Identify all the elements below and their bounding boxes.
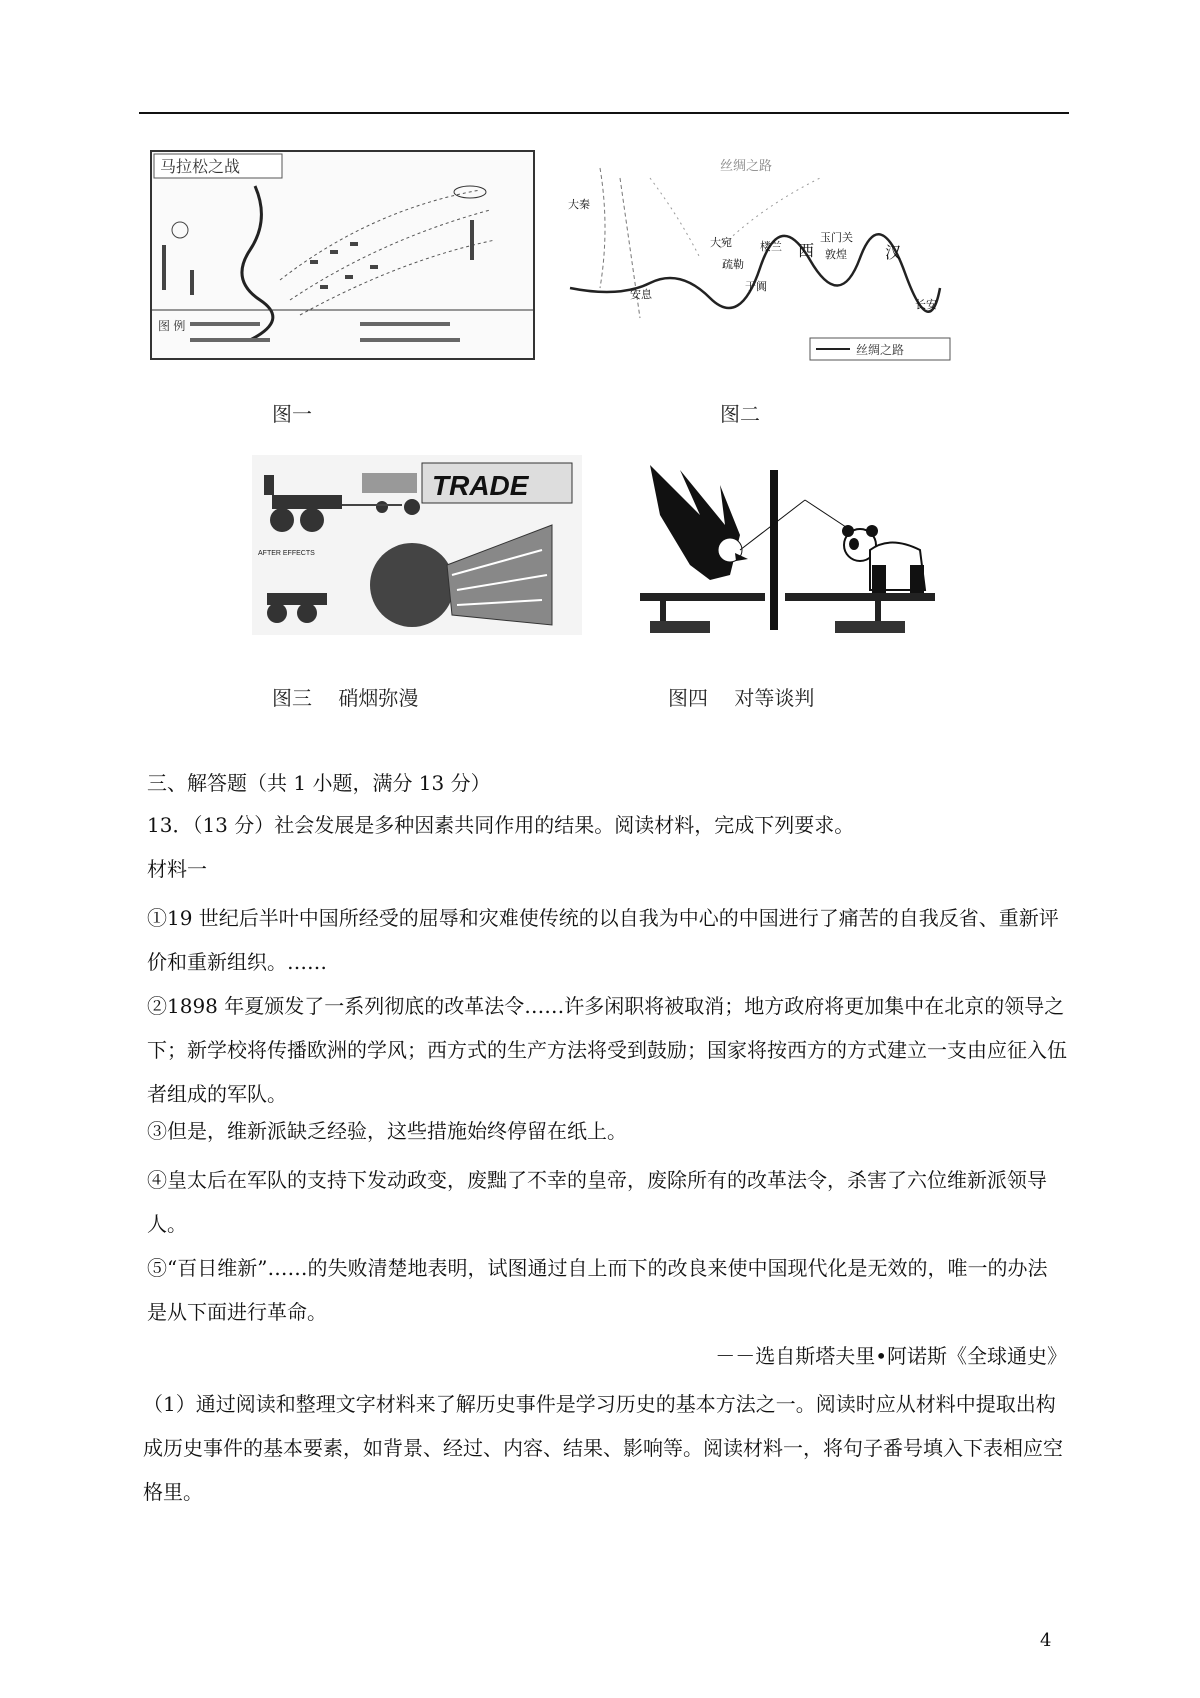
header-rule [139, 112, 1069, 114]
figure-4-cartoon [630, 455, 950, 640]
material-item-1: ①19 世纪后半叶中国所经受的屈辱和灾难使传统的以自我为中心的中国进行了痛苦的自我反省、重新评价和重新组织。…… [147, 906, 1059, 974]
figure-3-sub-text: AFTER EFFECTS [258, 550, 315, 557]
place-label: 于阗 [745, 280, 767, 293]
figure-3-cartoon [252, 455, 582, 635]
sub-question-1: （1）通过阅读和整理文字材料来了解历史事件是学习历史的基本方法之一。阅读时应从材料中提取出构成历史事件的基本要素，如背景、经过、内容、结果、影响等。阅读材料一，将句子番号填入下表相应空格里。 [143, 1392, 1063, 1504]
figure-2-caption: 图二 [720, 402, 760, 426]
material-item-2: ②1898 年夏颁发了一系列彻底的改革法令……许多闲职将被取消；地方政府将更加集中在北京的领导之下；新学校将传播欧洲的学风；西方式的生产方法将受到鼓励；国家将按西方的方式建立一支由应征入伍者组成的军队。 [147, 994, 1067, 1106]
figure-1-legend-head: 图 例 [158, 319, 186, 333]
place-label: 长安 [915, 298, 937, 311]
material-item-5: ⑤“百日维新”……的失败清楚地表明，试图通过自上而下的改良来使中国现代化是无效的，唯一的办法是从下面进行革命。 [147, 1256, 1048, 1324]
place-label: 疏勒 [722, 258, 744, 271]
figure-3-banner-text: TRADE [432, 470, 529, 501]
place-label: 玉门关 [820, 231, 853, 244]
figure-2-silk-road-map [560, 148, 955, 363]
figure-1-marathon-map [150, 150, 535, 360]
place-label: 汉 [885, 243, 902, 262]
figure-1-caption: 图一 [272, 402, 312, 426]
question-stem: 13．（13 分）社会发展是多种因素共同作用的结果。阅读材料，完成下列要求。 [147, 813, 855, 837]
figure-2-legend-label: 丝绸之路 [856, 343, 905, 357]
figure-2-map-title: 丝绸之路 [720, 159, 773, 174]
place-label: 西 [798, 241, 815, 260]
material-item-4: ④皇太后在军队的支持下发动政变，废黜了不幸的皇帝，废除所有的改革法令，杀害了六位维新派领导人。 [147, 1168, 1047, 1236]
page-number: 4 [1040, 1630, 1052, 1651]
figure-1-map-title: 马拉松之战 [160, 159, 241, 176]
section-heading: 三、解答题（共 1 小题，满分 13 分） [147, 771, 491, 795]
material-item-3: ③但是，维新派缺乏经验，这些措施始终停留在纸上。 [147, 1119, 627, 1143]
figure-4-caption: 图四 对等谈判 [668, 686, 815, 710]
place-label: 敦煌 [825, 248, 847, 261]
material-label: 材料一 [147, 857, 207, 881]
place-label: 大秦 [568, 198, 590, 211]
figure-3-caption: 图三 硝烟弥漫 [272, 686, 419, 710]
place-label: 安息 [630, 288, 652, 301]
place-label: 楼兰 [760, 240, 782, 253]
source-citation: －－选自斯塔夫里•阿诺斯《全球通史》 [715, 1344, 1067, 1368]
place-label: 大宛 [710, 236, 732, 249]
